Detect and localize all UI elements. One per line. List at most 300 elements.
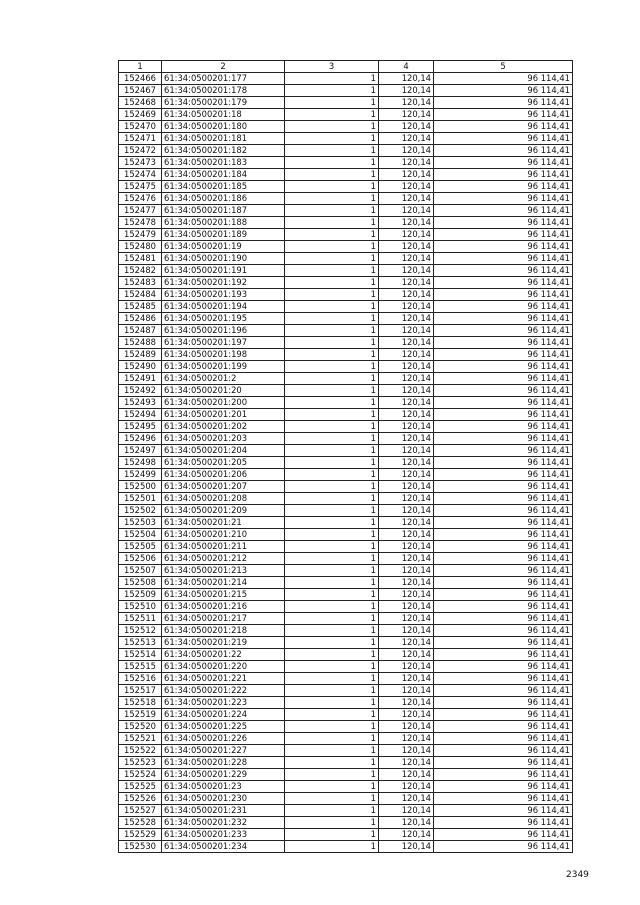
quantity-cell: 1 (285, 169, 379, 181)
quantity-cell: 1 (285, 637, 379, 649)
area-cell: 120,14 (379, 193, 434, 205)
quantity-cell: 1 (285, 361, 379, 373)
cadastral-number-cell: 61:34:0500201:205 (162, 457, 285, 469)
row-number-cell: 152505 (119, 541, 162, 553)
table-row (119, 157, 573, 169)
area-cell: 120,14 (379, 685, 434, 697)
table-row (119, 541, 573, 553)
cadastral-number-cell: 61:34:0500201:187 (162, 205, 285, 217)
registry-table (118, 60, 573, 853)
value-cell: 96 114,41 (434, 685, 573, 697)
column-header-4: 4 (379, 61, 434, 73)
table-row (119, 85, 573, 97)
quantity-cell: 1 (285, 265, 379, 277)
quantity-cell: 1 (285, 469, 379, 481)
table-row (119, 181, 573, 193)
table-row (119, 673, 573, 685)
row-number-cell: 152510 (119, 601, 162, 613)
table-row (119, 649, 573, 661)
cadastral-number-cell: 61:34:0500201:233 (162, 829, 285, 841)
quantity-cell: 1 (285, 337, 379, 349)
area-cell: 120,14 (379, 517, 434, 529)
row-number-cell: 152480 (119, 241, 162, 253)
area-cell: 120,14 (379, 253, 434, 265)
quantity-cell: 1 (285, 541, 379, 553)
row-number-cell: 152483 (119, 277, 162, 289)
row-number-cell: 152498 (119, 457, 162, 469)
row-number-cell: 152507 (119, 565, 162, 577)
cadastral-number-cell: 61:34:0500201:191 (162, 265, 285, 277)
row-number-cell: 152513 (119, 637, 162, 649)
table-row (119, 637, 573, 649)
value-cell: 96 114,41 (434, 457, 573, 469)
quantity-cell: 1 (285, 313, 379, 325)
area-cell: 120,14 (379, 229, 434, 241)
cadastral-number-cell: 61:34:0500201:213 (162, 565, 285, 577)
row-number-cell: 152467 (119, 85, 162, 97)
cadastral-number-cell: 61:34:0500201:195 (162, 313, 285, 325)
area-cell: 120,14 (379, 445, 434, 457)
cadastral-number-cell: 61:34:0500201:197 (162, 337, 285, 349)
cadastral-number-cell: 61:34:0500201:201 (162, 409, 285, 421)
cadastral-number-cell: 61:34:0500201:178 (162, 85, 285, 97)
column-header-2: 2 (162, 61, 285, 73)
quantity-cell: 1 (285, 661, 379, 673)
value-cell: 96 114,41 (434, 565, 573, 577)
table-row (119, 529, 573, 541)
area-cell: 120,14 (379, 709, 434, 721)
value-cell: 96 114,41 (434, 397, 573, 409)
cadastral-number-cell: 61:34:0500201:224 (162, 709, 285, 721)
area-cell: 120,14 (379, 145, 434, 157)
table-row (119, 517, 573, 529)
quantity-cell: 1 (285, 673, 379, 685)
quantity-cell: 1 (285, 493, 379, 505)
table-row (119, 325, 573, 337)
table-row (119, 373, 573, 385)
quantity-cell: 1 (285, 457, 379, 469)
cadastral-number-cell: 61:34:0500201:203 (162, 433, 285, 445)
value-cell: 96 114,41 (434, 733, 573, 745)
table-row (119, 553, 573, 565)
table-row (119, 409, 573, 421)
table-row (119, 205, 573, 217)
quantity-cell: 1 (285, 601, 379, 613)
value-cell: 96 114,41 (434, 637, 573, 649)
area-cell: 120,14 (379, 697, 434, 709)
cadastral-number-cell: 61:34:0500201:221 (162, 673, 285, 685)
area-cell: 120,14 (379, 601, 434, 613)
cadastral-number-cell: 61:34:0500201:196 (162, 325, 285, 337)
table-row (119, 193, 573, 205)
cadastral-number-cell: 61:34:0500201:179 (162, 97, 285, 109)
cadastral-number-cell: 61:34:0500201:185 (162, 181, 285, 193)
row-number-cell: 152494 (119, 409, 162, 421)
cadastral-number-cell: 61:34:0500201:223 (162, 697, 285, 709)
cadastral-number-cell: 61:34:0500201:226 (162, 733, 285, 745)
quantity-cell: 1 (285, 829, 379, 841)
value-cell: 96 114,41 (434, 301, 573, 313)
table-row (119, 229, 573, 241)
table-row (119, 253, 573, 265)
area-cell: 120,14 (379, 397, 434, 409)
cadastral-number-cell: 61:34:0500201:210 (162, 529, 285, 541)
area-cell: 120,14 (379, 469, 434, 481)
cadastral-number-cell: 61:34:0500201:219 (162, 637, 285, 649)
area-cell: 120,14 (379, 301, 434, 313)
value-cell: 96 114,41 (434, 97, 573, 109)
row-number-cell: 152474 (119, 169, 162, 181)
area-cell: 120,14 (379, 733, 434, 745)
table-row (119, 145, 573, 157)
area-cell: 120,14 (379, 421, 434, 433)
quantity-cell: 1 (285, 649, 379, 661)
cadastral-number-cell: 61:34:0500201:209 (162, 505, 285, 517)
value-cell: 96 114,41 (434, 181, 573, 193)
table-row (119, 805, 573, 817)
row-number-cell: 152529 (119, 829, 162, 841)
row-number-cell: 152487 (119, 325, 162, 337)
row-number-cell: 152517 (119, 685, 162, 697)
cadastral-number-cell: 61:34:0500201:188 (162, 217, 285, 229)
area-cell: 120,14 (379, 457, 434, 469)
cadastral-number-cell: 61:34:0500201:181 (162, 133, 285, 145)
cadastral-number-cell: 61:34:0500201:212 (162, 553, 285, 565)
quantity-cell: 1 (285, 685, 379, 697)
cadastral-number-cell: 61:34:0500201:23 (162, 781, 285, 793)
value-cell: 96 114,41 (434, 805, 573, 817)
table-row (119, 445, 573, 457)
quantity-cell: 1 (285, 349, 379, 361)
row-number-cell: 152493 (119, 397, 162, 409)
value-cell: 96 114,41 (434, 757, 573, 769)
table-row (119, 601, 573, 613)
quantity-cell: 1 (285, 745, 379, 757)
table-row (119, 733, 573, 745)
table-row (119, 97, 573, 109)
value-cell: 96 114,41 (434, 385, 573, 397)
table-row (119, 469, 573, 481)
value-cell: 96 114,41 (434, 433, 573, 445)
area-cell: 120,14 (379, 481, 434, 493)
value-cell: 96 114,41 (434, 109, 573, 121)
quantity-cell: 1 (285, 793, 379, 805)
row-number-cell: 152482 (119, 265, 162, 277)
cadastral-number-cell: 61:34:0500201:222 (162, 685, 285, 697)
table-row (119, 421, 573, 433)
row-number-cell: 152501 (119, 493, 162, 505)
value-cell: 96 114,41 (434, 841, 573, 853)
value-cell: 96 114,41 (434, 409, 573, 421)
area-cell: 120,14 (379, 337, 434, 349)
cadastral-number-cell: 61:34:0500201:228 (162, 757, 285, 769)
area-cell: 120,14 (379, 241, 434, 253)
cadastral-number-cell: 61:34:0500201:186 (162, 193, 285, 205)
cadastral-number-cell: 61:34:0500201:180 (162, 121, 285, 133)
value-cell: 96 114,41 (434, 421, 573, 433)
quantity-cell: 1 (285, 397, 379, 409)
header-row (119, 61, 573, 73)
quantity-cell: 1 (285, 121, 379, 133)
quantity-cell: 1 (285, 733, 379, 745)
area-cell: 120,14 (379, 565, 434, 577)
cadastral-number-cell: 61:34:0500201:2 (162, 373, 285, 385)
table-row (119, 505, 573, 517)
row-number-cell: 152500 (119, 481, 162, 493)
table-row (119, 109, 573, 121)
value-cell: 96 114,41 (434, 361, 573, 373)
table-row (119, 613, 573, 625)
cadastral-number-cell: 61:34:0500201:206 (162, 469, 285, 481)
cadastral-number-cell: 61:34:0500201:208 (162, 493, 285, 505)
table-row (119, 685, 573, 697)
quantity-cell: 1 (285, 613, 379, 625)
value-cell: 96 114,41 (434, 613, 573, 625)
area-cell: 120,14 (379, 385, 434, 397)
row-number-cell: 152522 (119, 745, 162, 757)
value-cell: 96 114,41 (434, 793, 573, 805)
quantity-cell: 1 (285, 217, 379, 229)
area-cell: 120,14 (379, 745, 434, 757)
table-row (119, 841, 573, 853)
table-row (119, 457, 573, 469)
row-number-cell: 152504 (119, 529, 162, 541)
value-cell: 96 114,41 (434, 313, 573, 325)
column-header-1: 1 (119, 61, 162, 73)
column-header-5: 5 (434, 61, 573, 73)
value-cell: 96 114,41 (434, 349, 573, 361)
quantity-cell: 1 (285, 697, 379, 709)
value-cell: 96 114,41 (434, 493, 573, 505)
table-row (119, 769, 573, 781)
cadastral-number-cell: 61:34:0500201:192 (162, 277, 285, 289)
table-row (119, 661, 573, 673)
row-number-cell: 152492 (119, 385, 162, 397)
cadastral-number-cell: 61:34:0500201:198 (162, 349, 285, 361)
cadastral-number-cell: 61:34:0500201:207 (162, 481, 285, 493)
quantity-cell: 1 (285, 709, 379, 721)
table-row (119, 301, 573, 313)
table-row (119, 277, 573, 289)
quantity-cell: 1 (285, 817, 379, 829)
quantity-cell: 1 (285, 193, 379, 205)
table-row (119, 337, 573, 349)
quantity-cell: 1 (285, 505, 379, 517)
table-row (119, 781, 573, 793)
area-cell: 120,14 (379, 577, 434, 589)
cadastral-number-cell: 61:34:0500201:184 (162, 169, 285, 181)
area-cell: 120,14 (379, 265, 434, 277)
quantity-cell: 1 (285, 781, 379, 793)
value-cell: 96 114,41 (434, 337, 573, 349)
row-number-cell: 152497 (119, 445, 162, 457)
row-number-cell: 152479 (119, 229, 162, 241)
row-number-cell: 152477 (119, 205, 162, 217)
value-cell: 96 114,41 (434, 373, 573, 385)
quantity-cell: 1 (285, 97, 379, 109)
row-number-cell: 152502 (119, 505, 162, 517)
row-number-cell: 152515 (119, 661, 162, 673)
cadastral-number-cell: 61:34:0500201:21 (162, 517, 285, 529)
value-cell: 96 114,41 (434, 193, 573, 205)
cadastral-number-cell: 61:34:0500201:202 (162, 421, 285, 433)
value-cell: 96 114,41 (434, 133, 573, 145)
table-row (119, 121, 573, 133)
area-cell: 120,14 (379, 673, 434, 685)
row-number-cell: 152509 (119, 589, 162, 601)
area-cell: 120,14 (379, 277, 434, 289)
cadastral-number-cell: 61:34:0500201:231 (162, 805, 285, 817)
row-number-cell: 152528 (119, 817, 162, 829)
value-cell: 96 114,41 (434, 481, 573, 493)
value-cell: 96 114,41 (434, 817, 573, 829)
table-row (119, 757, 573, 769)
cadastral-number-cell: 61:34:0500201:220 (162, 661, 285, 673)
quantity-cell: 1 (285, 589, 379, 601)
area-cell: 120,14 (379, 85, 434, 97)
cadastral-number-cell: 61:34:0500201:215 (162, 589, 285, 601)
table-row (119, 133, 573, 145)
quantity-cell: 1 (285, 205, 379, 217)
row-number-cell: 152508 (119, 577, 162, 589)
area-cell: 120,14 (379, 625, 434, 637)
cadastral-number-cell: 61:34:0500201:234 (162, 841, 285, 853)
value-cell: 96 114,41 (434, 217, 573, 229)
area-cell: 120,14 (379, 529, 434, 541)
quantity-cell: 1 (285, 625, 379, 637)
area-cell: 120,14 (379, 169, 434, 181)
column-header-3: 3 (285, 61, 379, 73)
row-number-cell: 152490 (119, 361, 162, 373)
row-number-cell: 152466 (119, 73, 162, 85)
row-number-cell: 152470 (119, 121, 162, 133)
row-number-cell: 152473 (119, 157, 162, 169)
row-number-cell: 152478 (119, 217, 162, 229)
row-number-cell: 152468 (119, 97, 162, 109)
value-cell: 96 114,41 (434, 469, 573, 481)
table-row (119, 589, 573, 601)
area-cell: 120,14 (379, 289, 434, 301)
value-cell: 96 114,41 (434, 673, 573, 685)
quantity-cell: 1 (285, 517, 379, 529)
quantity-cell: 1 (285, 577, 379, 589)
value-cell: 96 114,41 (434, 721, 573, 733)
value-cell: 96 114,41 (434, 241, 573, 253)
row-number-cell: 152476 (119, 193, 162, 205)
table-row (119, 745, 573, 757)
area-cell: 120,14 (379, 373, 434, 385)
quantity-cell: 1 (285, 433, 379, 445)
value-cell: 96 114,41 (434, 709, 573, 721)
row-number-cell: 152491 (119, 373, 162, 385)
cadastral-number-cell: 61:34:0500201:182 (162, 145, 285, 157)
table-row (119, 481, 573, 493)
quantity-cell: 1 (285, 757, 379, 769)
row-number-cell: 152511 (119, 613, 162, 625)
cadastral-number-cell: 61:34:0500201:216 (162, 601, 285, 613)
value-cell: 96 114,41 (434, 625, 573, 637)
row-number-cell: 152530 (119, 841, 162, 853)
area-cell: 120,14 (379, 493, 434, 505)
value-cell: 96 114,41 (434, 553, 573, 565)
cadastral-number-cell: 61:34:0500201:22 (162, 649, 285, 661)
quantity-cell: 1 (285, 409, 379, 421)
area-cell: 120,14 (379, 649, 434, 661)
row-number-cell: 152496 (119, 433, 162, 445)
cadastral-number-cell: 61:34:0500201:229 (162, 769, 285, 781)
area-cell: 120,14 (379, 793, 434, 805)
cadastral-number-cell: 61:34:0500201:190 (162, 253, 285, 265)
value-cell: 96 114,41 (434, 85, 573, 97)
area-cell: 120,14 (379, 841, 434, 853)
area-cell: 120,14 (379, 121, 434, 133)
row-number-cell: 152471 (119, 133, 162, 145)
quantity-cell: 1 (285, 229, 379, 241)
area-cell: 120,14 (379, 721, 434, 733)
area-cell: 120,14 (379, 97, 434, 109)
quantity-cell: 1 (285, 289, 379, 301)
row-number-cell: 152475 (119, 181, 162, 193)
value-cell: 96 114,41 (434, 73, 573, 85)
row-number-cell: 152481 (119, 253, 162, 265)
table-row (119, 721, 573, 733)
value-cell: 96 114,41 (434, 505, 573, 517)
value-cell: 96 114,41 (434, 277, 573, 289)
value-cell: 96 114,41 (434, 265, 573, 277)
row-number-cell: 152486 (119, 313, 162, 325)
quantity-cell: 1 (285, 373, 379, 385)
quantity-cell: 1 (285, 445, 379, 457)
quantity-cell: 1 (285, 385, 379, 397)
area-cell: 120,14 (379, 157, 434, 169)
table-row (119, 73, 573, 85)
row-number-cell: 152516 (119, 673, 162, 685)
table-row (119, 349, 573, 361)
quantity-cell: 1 (285, 181, 379, 193)
row-number-cell: 152489 (119, 349, 162, 361)
value-cell: 96 114,41 (434, 229, 573, 241)
value-cell: 96 114,41 (434, 661, 573, 673)
quantity-cell: 1 (285, 133, 379, 145)
cadastral-number-cell: 61:34:0500201:200 (162, 397, 285, 409)
table-body (119, 73, 573, 853)
area-cell: 120,14 (379, 817, 434, 829)
cadastral-number-cell: 61:34:0500201:189 (162, 229, 285, 241)
cadastral-number-cell: 61:34:0500201:218 (162, 625, 285, 637)
table-row (119, 397, 573, 409)
row-number-cell: 152512 (119, 625, 162, 637)
value-cell: 96 114,41 (434, 445, 573, 457)
value-cell: 96 114,41 (434, 253, 573, 265)
cadastral-number-cell: 61:34:0500201:211 (162, 541, 285, 553)
cadastral-number-cell: 61:34:0500201:18 (162, 109, 285, 121)
cadastral-number-cell: 61:34:0500201:232 (162, 817, 285, 829)
value-cell: 96 114,41 (434, 601, 573, 613)
table-row (119, 709, 573, 721)
quantity-cell: 1 (285, 841, 379, 853)
table-header (119, 61, 573, 73)
value-cell: 96 114,41 (434, 649, 573, 661)
area-cell: 120,14 (379, 181, 434, 193)
value-cell: 96 114,41 (434, 157, 573, 169)
value-cell: 96 114,41 (434, 541, 573, 553)
row-number-cell: 152514 (119, 649, 162, 661)
area-cell: 120,14 (379, 589, 434, 601)
row-number-cell: 152519 (119, 709, 162, 721)
quantity-cell: 1 (285, 805, 379, 817)
row-number-cell: 152506 (119, 553, 162, 565)
quantity-cell: 1 (285, 109, 379, 121)
